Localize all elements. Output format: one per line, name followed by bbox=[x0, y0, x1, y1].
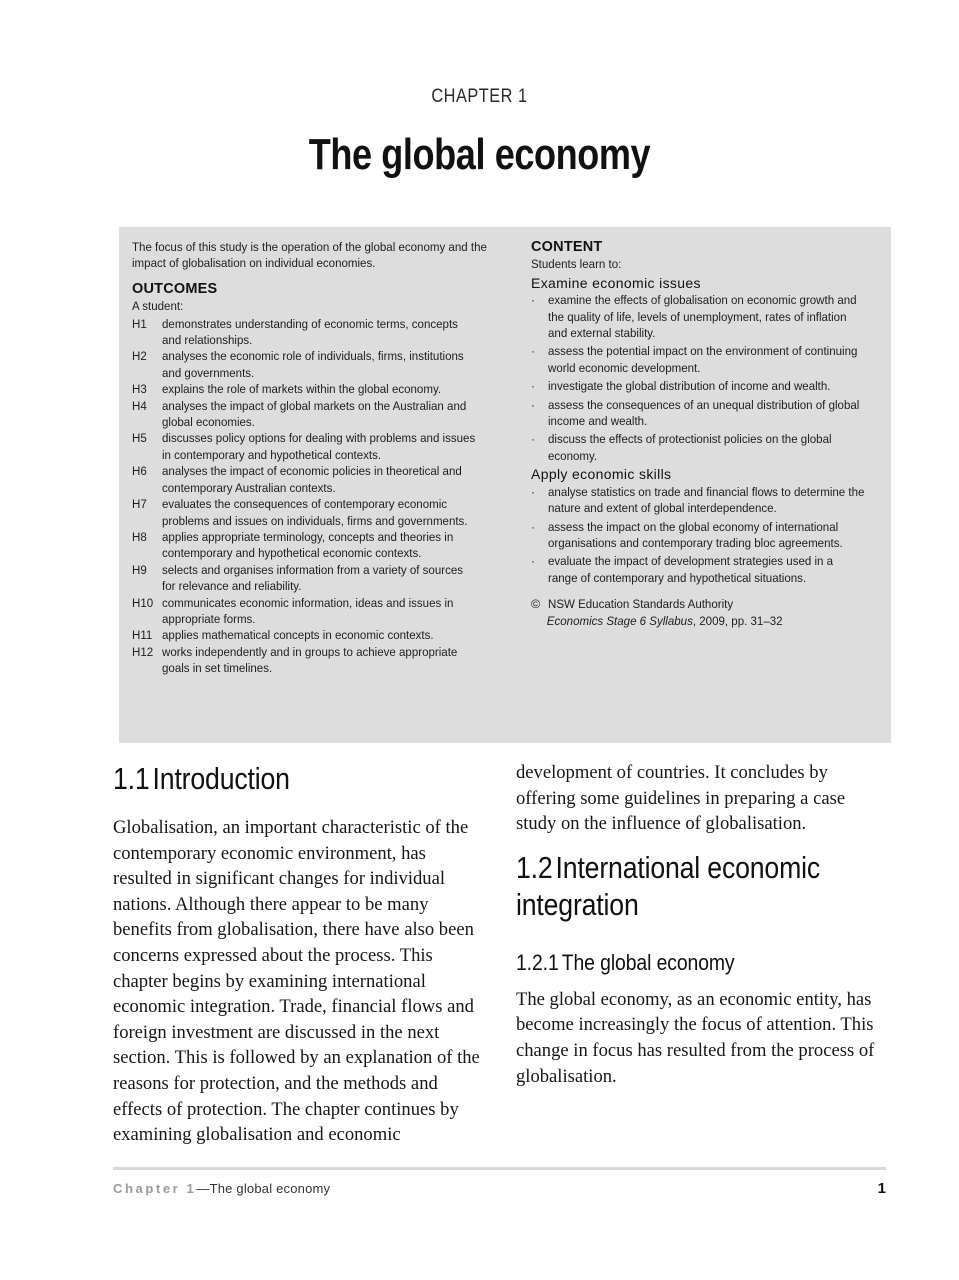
outcome-item bbox=[132, 562, 502, 595]
outcome-item bbox=[132, 348, 502, 381]
subsection-heading-1-2-1 bbox=[516, 949, 886, 976]
outcome-text: analyses the impact of economic policies in theoretical and contemporary Australian contexts. bbox=[162, 464, 462, 495]
outcome-item bbox=[132, 644, 502, 677]
section-number: 1.2 bbox=[516, 849, 553, 885]
outcome-item bbox=[132, 627, 502, 643]
bullet-dot-icon: · bbox=[531, 397, 535, 412]
credit-reference-title: Economics Stage 6 Syllabus bbox=[546, 613, 693, 628]
outcome-code: H4 bbox=[132, 398, 147, 413]
content-bullet-text: assess the potential impact on the environment of continuing world economic development. bbox=[548, 344, 858, 375]
content-subheading: Students learn to: bbox=[531, 257, 622, 272]
outcome-item bbox=[132, 595, 502, 628]
section-number: 1.1 bbox=[113, 761, 150, 796]
credit-reference-detail: , 2009, pp. 31–32 bbox=[692, 613, 783, 628]
content-bullet bbox=[531, 553, 889, 586]
footer-chapter-label bbox=[113, 1181, 330, 1196]
outcome-text: applies appropriate terminology, concepts and theories in contemporary and hypothetical economic contexts. bbox=[162, 529, 454, 561]
paragraph-global-economy: The global economy, as an economic entity, has become increasingly the focus of attention. This change in focus has resulted from the process of globalisation. bbox=[516, 988, 875, 1087]
outcome-item bbox=[132, 381, 502, 397]
bullet-dot-icon: · bbox=[531, 344, 535, 359]
outcome-text: discusses policy options for dealing with problems and issues in contemporary and hypothetical contexts. bbox=[162, 431, 476, 462]
content-bullet-text: investigate the global distribution of income and wealth. bbox=[548, 379, 831, 394]
credit-reference bbox=[531, 613, 903, 629]
content-bullet bbox=[531, 484, 889, 517]
bullet-dot-icon: · bbox=[531, 554, 535, 569]
copyright-icon: © bbox=[531, 597, 541, 612]
chapter-label: CHAPTER 1 bbox=[431, 86, 528, 107]
content-bullet-text: examine the effects of globalisation on economic growth and the quality of life, levels of unemployment, rates of inflation and external stability. bbox=[548, 293, 857, 341]
syllabus-outcomes-column bbox=[132, 239, 502, 677]
content-bullet-text: analyse statistics on trade and financial flows to determine the nature and extent of global interdependence. bbox=[548, 484, 865, 516]
outcome-item bbox=[132, 316, 502, 349]
footer-chapter-title: —The global economy bbox=[196, 1181, 331, 1196]
outcome-code: H8 bbox=[132, 529, 147, 544]
outcome-text: works independently and in groups to achieve appropriate goals in set timelines. bbox=[162, 644, 458, 676]
bullet-dot-icon: · bbox=[531, 484, 535, 499]
outcome-text: selects and organises information from a variety of sources for relevance and reliability. bbox=[162, 562, 464, 594]
outcome-text: evaluates the consequences of contemporary economic problems and issues on individuals, firms and governments. bbox=[162, 497, 468, 528]
paragraph-introduction-continued: development of countries. It concludes by offering some guidelines in preparing a case study on the influence of globalisation. bbox=[516, 762, 846, 835]
content-heading: CONTENT bbox=[531, 239, 603, 255]
bullet-dot-icon: · bbox=[531, 519, 535, 534]
outcome-code: H5 bbox=[132, 431, 147, 446]
bullet-dot-icon: · bbox=[531, 432, 535, 447]
content-bullet bbox=[531, 431, 889, 464]
outcome-item bbox=[132, 463, 502, 496]
content-bullet-text: assess the impact on the global economy of international organisations and contemporary trading bloc agreements. bbox=[548, 519, 843, 550]
body-column-right bbox=[516, 760, 888, 1101]
bullet-dot-icon: · bbox=[531, 379, 535, 394]
outcome-code: H1 bbox=[132, 316, 147, 331]
outcome-item bbox=[132, 496, 502, 529]
outcome-code: H7 bbox=[132, 497, 147, 512]
outcomes-subheading: A student: bbox=[132, 299, 184, 314]
content-bullet bbox=[531, 343, 889, 376]
outcome-text: analyses the economic role of individuals, firms, institutions and governments. bbox=[162, 349, 464, 380]
content-bullet bbox=[531, 378, 889, 394]
content-bullet bbox=[531, 292, 889, 341]
outcome-code: H9 bbox=[132, 562, 147, 577]
outcome-code: H3 bbox=[132, 382, 147, 397]
section-title: Introduction bbox=[152, 761, 290, 796]
content-bullet-text: discuss the effects of protectionist policies on the global economy. bbox=[548, 432, 832, 463]
subsection-title: The global economy bbox=[561, 949, 735, 975]
outcome-text: communicates economic information, ideas and issues in appropriate forms. bbox=[162, 595, 454, 626]
strand-title-apply-economic-skills: Apply economic skills bbox=[531, 466, 672, 483]
section-heading-1-1 bbox=[113, 760, 484, 797]
outcome-text: analyses the impact of global markets on the Australian and global economies. bbox=[162, 398, 467, 430]
outcome-item bbox=[132, 529, 502, 562]
footer-divider bbox=[113, 1167, 886, 1170]
outcome-code: H11 bbox=[132, 628, 153, 643]
content-bullet bbox=[531, 397, 889, 430]
outcomes-heading: OUTCOMES bbox=[132, 280, 218, 297]
subsection-number: 1.2.1 bbox=[516, 949, 559, 975]
outcome-item bbox=[132, 398, 502, 431]
outcome-code: H2 bbox=[132, 349, 147, 364]
credit-authority: NSW Education Standards Authority bbox=[548, 597, 734, 612]
syllabus-summary-box bbox=[119, 227, 891, 743]
outcome-code: H10 bbox=[132, 595, 154, 610]
paragraph-introduction: Globalisation, an important characteristic of the contemporary economic environment, has resulted in significant changes for individual nations. Although there appear to be many benefits from globalisation, there have also been concerns expressed about the process. This chapter begins by examining international economic integration. Trade, financial flows and foreign investment are discussed in the next section. This is followed by an explanation of the reasons for protection, and the methods and effects of protection. The chapter continues by examining globalisation and economic bbox=[113, 817, 480, 1146]
content-bullet-text: assess the consequences of an unequal distribution of global income and wealth. bbox=[548, 397, 860, 429]
content-bullet bbox=[531, 519, 889, 552]
bullet-dot-icon: · bbox=[531, 293, 535, 308]
page-number: 1 bbox=[877, 1180, 886, 1197]
body-column-left bbox=[113, 760, 485, 1160]
outcome-text: explains the role of markets within the global economy. bbox=[162, 382, 442, 397]
section-heading-1-2 bbox=[516, 849, 887, 923]
outcome-text: demonstrates understanding of economic terms, concepts and relationships. bbox=[162, 316, 458, 348]
outcome-code: H12 bbox=[132, 644, 154, 659]
study-focus-text: The focus of this study is the operation of the global economy and the impact of globalisation on individual economies. bbox=[132, 240, 487, 271]
strand-title-examine-economic-issues: Examine economic issues bbox=[531, 274, 701, 291]
page-title: The global economy bbox=[308, 130, 651, 179]
syllabus-credit bbox=[531, 596, 889, 629]
outcome-code: H6 bbox=[132, 464, 147, 479]
outcome-item bbox=[132, 430, 502, 463]
section-title: International economic integration bbox=[516, 849, 821, 922]
outcome-text: applies mathematical concepts in economic contexts. bbox=[162, 628, 434, 643]
content-bullet-text: evaluate the impact of development strategies used in a range of contemporary and hypothetical situations. bbox=[548, 554, 834, 585]
syllabus-content-column bbox=[531, 239, 889, 629]
page-footer bbox=[113, 1180, 886, 1197]
footer-chapter-number: Chapter 1 bbox=[113, 1181, 197, 1196]
